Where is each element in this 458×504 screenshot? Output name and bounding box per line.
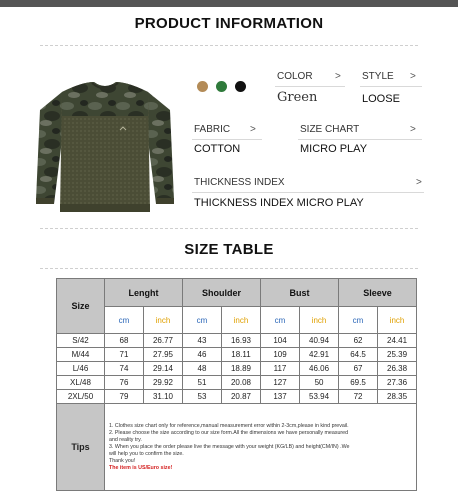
product-image xyxy=(32,70,178,224)
chevron-right-icon: > xyxy=(335,71,341,82)
tip-line: and reality try. xyxy=(109,436,142,443)
measure-cell: 43 xyxy=(183,334,222,348)
measure-cell: 68 xyxy=(105,334,144,348)
measure-cell: 26.38 xyxy=(378,362,417,376)
measure-cell: 74 xyxy=(105,362,144,376)
measure-cell: 29.92 xyxy=(144,376,183,390)
size-cell: S/42 xyxy=(57,334,105,348)
measure-cell: 62 xyxy=(339,334,378,348)
unit-inch: inch xyxy=(300,307,339,334)
measure-cell: 109 xyxy=(261,348,300,362)
unit-cm: cm xyxy=(339,307,378,334)
size-table-title: SIZE TABLE xyxy=(184,241,274,258)
measure-cell: 24.41 xyxy=(378,334,417,348)
unit-inch: inch xyxy=(144,307,183,334)
divider xyxy=(40,268,418,269)
measure-cell: 18.11 xyxy=(222,348,261,362)
underline xyxy=(360,86,422,87)
table-row xyxy=(57,376,417,390)
color-swatch-tan[interactable] xyxy=(197,81,208,92)
measure-cell: 76 xyxy=(105,376,144,390)
thickness-label: THICKNESS INDEX xyxy=(194,177,285,188)
measure-cell: 46.06 xyxy=(300,362,339,376)
chevron-right-icon: > xyxy=(416,177,422,188)
measure-cell: 31.10 xyxy=(144,390,183,404)
chevron-right-icon: > xyxy=(410,71,416,82)
measure-cell: 67 xyxy=(339,362,378,376)
unit-inch: inch xyxy=(222,307,261,334)
table-row xyxy=(57,348,417,362)
measure-cell: 69.5 xyxy=(339,376,378,390)
sleeve-header: Sleeve xyxy=(339,279,417,307)
measure-cell: 104 xyxy=(261,334,300,348)
unit-inch: inch xyxy=(378,307,417,334)
size-header: Size xyxy=(57,279,105,334)
measure-cell: 71 xyxy=(105,348,144,362)
divider xyxy=(40,45,418,46)
top-band xyxy=(0,0,458,7)
size-cell: L/46 xyxy=(57,362,105,376)
unit-cm: cm xyxy=(183,307,222,334)
style-label: STYLE xyxy=(362,71,394,82)
measure-cell: 72 xyxy=(339,390,378,404)
tip-line: 3. When you place the order please live the message with your weight (KG/LB) and height(CM/IN) .We xyxy=(109,443,350,450)
chevron-right-icon: > xyxy=(250,124,256,135)
size-chart-label: SIZE CHART xyxy=(300,124,360,135)
divider xyxy=(40,228,418,229)
page-title: PRODUCT INFORMATION xyxy=(134,15,324,32)
size-cell: 2XL/50 xyxy=(57,390,105,404)
measure-cell: 117 xyxy=(261,362,300,376)
table-row xyxy=(57,334,417,348)
underline xyxy=(192,192,424,193)
shoulder-header: Shoulder xyxy=(183,279,261,307)
tips-note: The item is US/Euro size! xyxy=(109,464,173,471)
table-row xyxy=(57,362,417,376)
color-label: COLOR xyxy=(277,71,313,82)
size-cell: XL/48 xyxy=(57,376,105,390)
size-chart-value: MICRO PLAY xyxy=(300,143,368,155)
measure-cell: 64.5 xyxy=(339,348,378,362)
measure-cell: 79 xyxy=(105,390,144,404)
chevron-right-icon: > xyxy=(410,124,416,135)
measure-cell: 53.94 xyxy=(300,390,339,404)
measure-cell: 18.89 xyxy=(222,362,261,376)
tip-line: 2. Please choose the size according to our size form.All the dimensions we have personally measured xyxy=(109,429,349,436)
measure-cell: 51 xyxy=(183,376,222,390)
tips-text xyxy=(105,404,417,491)
measure-cell: 46 xyxy=(183,348,222,362)
measure-cell: 27.36 xyxy=(378,376,417,390)
measure-cell: 42.91 xyxy=(300,348,339,362)
size-cell: M/44 xyxy=(57,348,105,362)
measure-cell: 137 xyxy=(261,390,300,404)
color-value: Green xyxy=(277,90,318,105)
measure-cell: 27.95 xyxy=(144,348,183,362)
unit-cm: cm xyxy=(261,307,300,334)
measure-cell: 53 xyxy=(183,390,222,404)
measure-cell: 29.14 xyxy=(144,362,183,376)
bust-header: Bust xyxy=(261,279,339,307)
fabric-label: FABRIC xyxy=(194,124,231,135)
measure-cell: 20.08 xyxy=(222,376,261,390)
table-row xyxy=(57,390,417,404)
tips-label: Tips xyxy=(57,404,105,491)
tip-line: Thank you! xyxy=(109,457,136,464)
measure-cell: 40.94 xyxy=(300,334,339,348)
length-header: Lenght xyxy=(105,279,183,307)
measure-cell: 127 xyxy=(261,376,300,390)
measure-cell: 48 xyxy=(183,362,222,376)
tip-line: will help you to confirm the size. xyxy=(109,450,184,457)
fabric-value: COTTON xyxy=(194,143,241,155)
tip-line: 1. Clothes size chart only for reference,manual measurement error within 2-3cm,please in kind prevail. xyxy=(109,422,349,429)
measure-cell: 28.35 xyxy=(378,390,417,404)
color-swatch-green[interactable] xyxy=(216,81,227,92)
measure-cell: 26.77 xyxy=(144,334,183,348)
measure-cell: 20.87 xyxy=(222,390,261,404)
measure-cell: 25.39 xyxy=(378,348,417,362)
underline xyxy=(192,139,262,140)
color-swatch-black[interactable] xyxy=(235,81,246,92)
style-value: LOOSE xyxy=(362,93,400,105)
underline xyxy=(275,86,345,87)
underline xyxy=(298,139,422,140)
measure-cell: 16.93 xyxy=(222,334,261,348)
thickness-value: THICKNESS INDEX MICRO PLAY xyxy=(194,197,364,209)
measure-cell: 50 xyxy=(300,376,339,390)
unit-cm: cm xyxy=(105,307,144,334)
size-table xyxy=(56,278,417,491)
